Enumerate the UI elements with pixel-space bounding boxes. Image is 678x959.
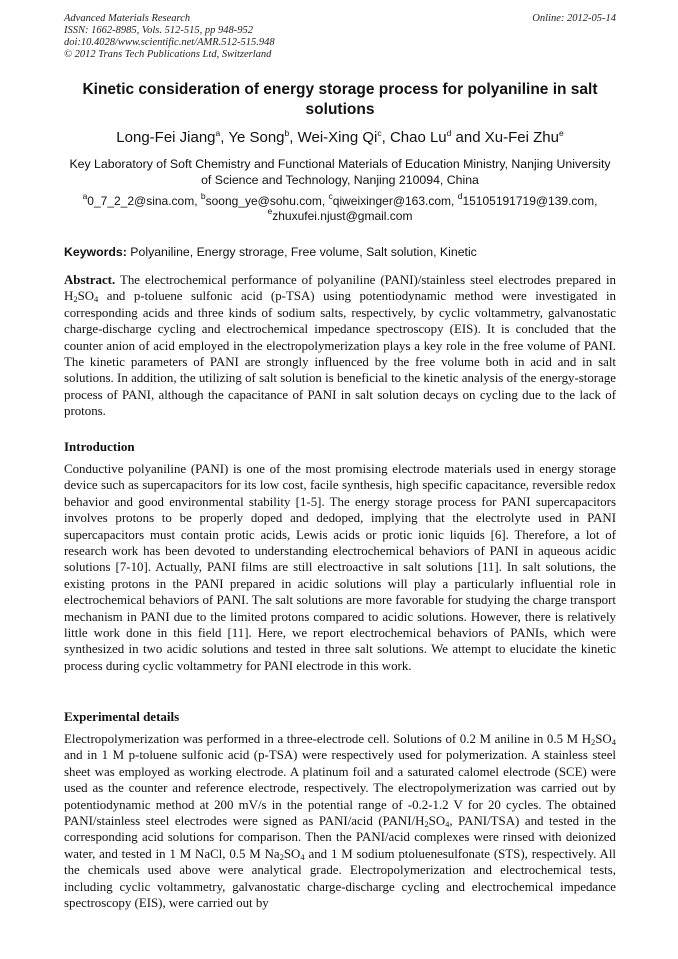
- author-separator: ,: [381, 129, 390, 146]
- body-text: SO: [595, 732, 612, 746]
- email-link[interactable]: zhuxufei.njust@gmail.com: [272, 209, 413, 223]
- email-separator: ,: [194, 194, 201, 208]
- body-text: SO: [283, 846, 301, 861]
- introduction-text: Conductive polyaniline (PANI) is one of the most promising electrode materials used in energy storage device such as supercapacitors for its low cost, facile synthesis, high specific capacitance, reversible redox behavior and good environmental stability [1-5]. The energy storage process for PANI supercapacitors involves protons to be properly doped and dedoped, implying that the electrolyte used in PANI supercapacitors must contain protic acids, Lewis acids or protic ionic liquids [6]. Therefore, a lot of research work has been devoted to understanding electrochemical behaviors of PANI in aqueous acidic solutions [7-10]. Actually, PANI films are still electroactive in salt solutions [11]. In salt solutions, the existing protons in the PANI prepared in acidic solutions will play a particularly influential role in electrochemical behaviors of PANI. The salt solutions are more favorable for studying the charge transport mechanism in PANI due to the limited protons compared to acidic solutions. However, there is relatively little work done in this field [11]. Here, we report electrochemical behaviors of PANIs, which were synthesized in two acidic solutions and tested in three salt solutions. We attempt to elucidate the kinetic process during cyclic voltammetry for PANI electrode in this work.: [64, 462, 616, 673]
- author-name: Xu-Fei Zhu: [484, 129, 559, 146]
- body-text: and in 1 M p-toluene sulfonic acid (p-TSA) were respectively used for polymerization. A stainless steel sheet was employed as working electrode. A platinum foil and a saturated calomel electrode (SCE) were used as the counter and reference electrode, respectively. The electropolymerization was carried out by potentiodynamic method at 200 mV/s in the potential range of -0.2-1.2 V for 20 cycles. The obtained PANI/stainless steel electrodes were signed as PANI/acid (PANI/H: [64, 748, 616, 829]
- subscript: 2: [591, 737, 596, 747]
- subscript: 2: [424, 819, 429, 830]
- author-name: Chao Lu: [389, 129, 447, 146]
- author-mark: e: [558, 128, 564, 138]
- keywords: [64, 244, 616, 260]
- copyright-line: © 2012 Trans Tech Publications Ltd, Switzerland: [64, 49, 272, 60]
- abstract-text: and p-toluene sulfonic acid (p-TSA) using potentiodynamic method were investigated in corresponding acids and three kinds of sodium salts, respectively, by cyclic voltammetry, galvanostatic charge-discharge cycling and electrochemical impedance spectroscopy (EIS). It is concluded that the counter anion of acid employed in the electropolymerization plays a key role in the free volume of PANI. The kinetic parameters of PANI are strongly influenced by the free volume both in acid and in salt solutions. In addition, the utilizing of salt solution is beneficial to the kinetic analysis of the energy-storage process of PANI, although the capacitance of PANI in salt solution decays on cycling due to the lack of protons.: [64, 289, 616, 419]
- email-mark: a: [82, 191, 88, 201]
- email-link[interactable]: 15105191719@139.com: [462, 194, 595, 208]
- email-separator: ,: [594, 194, 598, 208]
- email-separator: ,: [321, 194, 329, 208]
- author-mark: d: [446, 128, 452, 138]
- abstract-label: Abstract.: [64, 273, 116, 287]
- abstract-text: SO: [77, 289, 95, 304]
- abstract: [64, 272, 616, 420]
- email-separator: ,: [451, 194, 458, 208]
- affiliation: Key Laboratory of Soft Chemistry and Functional Materials of Education Ministry, Nanjing University of Science and Technology, Nanjing 210094, China: [69, 157, 611, 187]
- author-mark: a: [215, 128, 221, 138]
- issn-line: ISSN: 1662-8985, Vols. 512-515, pp 948-952: [64, 25, 253, 36]
- email-link[interactable]: soong_ye@sohu.com: [205, 194, 322, 208]
- subscript: 4: [300, 851, 305, 862]
- abstract-text: The electrochemical performance of polyaniline (PANI)/stainless steel electrodes prepared in H: [64, 273, 616, 304]
- author-separator: ,: [289, 129, 298, 146]
- author-list: [64, 129, 616, 147]
- experimental-text: [64, 731, 616, 911]
- email-mark: e: [267, 206, 273, 216]
- journal-header: [64, 13, 616, 61]
- journal-name: Advanced Materials Research: [64, 13, 191, 24]
- body-text: and 1 M sodium ptoluenesulfonate (STS), respectively. All the chemicals used above were analytical grade. Electropolymerization and electrochemical tests, including cyclic voltammetry, galvanostatic charge-discharge cycling and electrochemical impedance spectroscopy (EIS), were carried out by: [64, 846, 616, 911]
- email-list: [64, 191, 616, 224]
- subscript: 2: [279, 851, 284, 862]
- experimental-heading: Experimental details: [64, 709, 180, 724]
- author-conjunction: and: [451, 129, 485, 146]
- author-mark: b: [284, 128, 290, 138]
- body-text: , PANI/TSA) and tested in the corresponding acid solutions for comparison. Then the PANI/acid complexes were rinsed with deionized water, and tested in 1 M NaCl, 0.5 M Na: [64, 814, 616, 861]
- author-name: Ye Song: [228, 129, 285, 146]
- subscript: 4: [611, 737, 616, 747]
- email-mark: d: [457, 191, 463, 201]
- keywords-label: Keywords:: [64, 245, 127, 259]
- email-mark: c: [328, 191, 333, 201]
- author-separator: ,: [220, 129, 229, 146]
- author-name: Long-Fei Jiang: [116, 129, 216, 146]
- email-link[interactable]: qiweixinger@163.com: [332, 194, 452, 208]
- doi-line: doi:10.4028/www.scientific.net/AMR.512-515.948: [64, 37, 275, 48]
- author-name: Wei-Xing Qi: [297, 129, 378, 146]
- subscript: 4: [445, 819, 450, 830]
- online-date: Online: 2012-05-14: [532, 13, 616, 24]
- body-text: Electropolymerization was performed in a three-electrode cell. Solutions of 0.2 M aniline in 0.5 M H: [64, 732, 592, 746]
- body-text: SO: [428, 814, 446, 829]
- introduction-heading: Introduction: [64, 439, 135, 454]
- author-mark: c: [377, 128, 382, 138]
- subscript: 2: [73, 294, 78, 305]
- email-link[interactable]: 0_7_2_2@sina.com: [87, 194, 195, 208]
- paper-title: Kinetic consideration of energy storage process for polyaniline in salt solutions: [82, 81, 598, 118]
- subscript: 4: [94, 294, 99, 305]
- email-mark: b: [200, 191, 206, 201]
- keywords-text: Polyaniline, Energy strorage, Free volume, Salt solution, Kinetic: [126, 245, 477, 259]
